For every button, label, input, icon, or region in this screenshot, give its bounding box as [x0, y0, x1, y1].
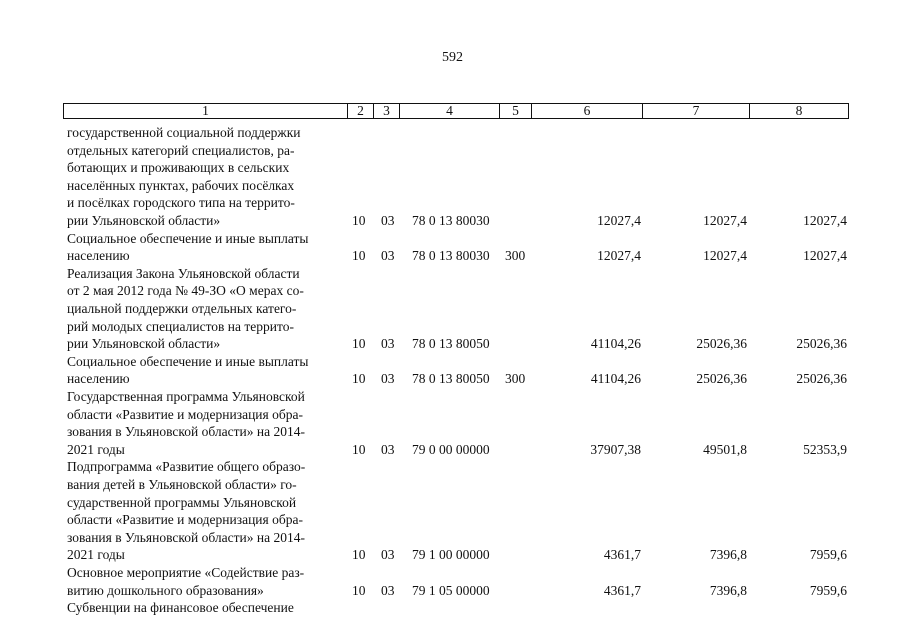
row-description-line: 2021 годы — [67, 441, 125, 457]
row-description — [67, 458, 337, 564]
row-description-line: Реализация Закона Ульяновской области — [67, 265, 300, 281]
row-description-line: населённых пунктах, рабочих посёлках — [67, 177, 295, 193]
section-code: 10 — [352, 441, 366, 457]
target-article-code: 78 0 13 80030 — [412, 213, 490, 228]
row-description — [67, 230, 337, 265]
amount-col7: 12027,4 — [703, 213, 747, 228]
target-article-code: 78 0 13 80050 — [412, 371, 490, 387]
row-description-line: отдельных категорий специалистов, ра- — [67, 142, 295, 158]
column-header-1: 1 — [64, 104, 348, 119]
amount-col6: 12027,4 — [597, 248, 641, 264]
row-description-line: Социальное обеспечение и иные выплаты — [67, 230, 309, 246]
amount-col7: 49501,8 — [703, 441, 747, 457]
amount-col8: 52353,9 — [803, 441, 847, 457]
row-description-line: сударственной программы Ульяновской — [67, 494, 297, 510]
amount-col7: 7396,8 — [709, 582, 747, 598]
row-description-line: государственной социальной поддержки — [67, 125, 301, 141]
amount-col6: 12027,4 — [597, 213, 641, 228]
row-description-line: Основное мероприятие «Содействие раз- — [67, 564, 305, 580]
amount-col8: 12027,4 — [803, 248, 847, 264]
row-description — [67, 124, 337, 230]
amount-col7: 7396,8 — [709, 547, 747, 563]
amount-col8: 12027,4 — [803, 213, 847, 228]
section-code: 10 — [352, 582, 366, 598]
column-header-5: 5 — [500, 104, 532, 119]
table-row — [0, 230, 905, 265]
row-description-line: витию дошкольного образования» — [67, 582, 264, 598]
column-header-3: 3 — [374, 104, 400, 119]
target-article-code: 79 1 00 00000 — [412, 547, 490, 563]
row-description-line: зования в Ульяновской области» на 2014- — [67, 424, 305, 440]
row-description-line: рии Ульяновской области» — [67, 213, 221, 228]
section-code: 10 — [352, 547, 366, 563]
section-code: 10 — [352, 213, 366, 228]
amount-col8: 7959,6 — [809, 547, 847, 563]
row-description-line: Подпрограмма «Развитие общего образо- — [67, 459, 306, 475]
column-header-4: 4 — [400, 104, 500, 119]
column-header-7: 7 — [643, 104, 750, 119]
row-description-line: вания детей в Ульяновской области» го- — [67, 476, 297, 492]
table-row — [0, 388, 905, 458]
subsection-code: 03 — [381, 213, 395, 228]
amount-col6: 41104,26 — [590, 371, 641, 387]
column-header-table — [63, 103, 849, 119]
row-description-line: рий молодых специалистов на террито- — [67, 318, 294, 334]
row-description-line: циальной поддержки отдельных катего- — [67, 301, 297, 316]
subsection-code: 03 — [381, 371, 395, 387]
table-row — [0, 124, 905, 230]
amount-col6: 4361,7 — [603, 582, 641, 598]
row-description-line: 2021 годы — [67, 547, 125, 563]
amount-col6: 37907,38 — [590, 441, 641, 457]
column-header-row — [64, 104, 849, 119]
subsection-code: 03 — [381, 441, 395, 457]
budget-table-body — [0, 124, 905, 617]
section-code: 10 — [352, 371, 366, 387]
row-description-line: от 2 мая 2012 года № 49-ЗО «О мерах со- — [67, 283, 304, 299]
row-description-line: Государственная программа Ульяновской — [67, 388, 305, 404]
row-description-line: населению — [67, 248, 130, 264]
row-description — [67, 599, 337, 617]
amount-col7: 25026,36 — [696, 336, 747, 352]
row-description — [67, 265, 337, 353]
amount-col6: 4361,7 — [603, 547, 641, 563]
target-article-code: 78 0 13 80030 — [412, 248, 490, 264]
row-description — [67, 353, 337, 388]
target-article-code: 78 0 13 80050 — [412, 336, 490, 352]
expense-type-code: 300 — [505, 371, 526, 387]
subsection-code: 03 — [381, 336, 395, 352]
page-number: 592 — [442, 50, 463, 65]
table-row — [0, 353, 905, 388]
target-article-code: 79 1 05 00000 — [412, 582, 490, 598]
table-row — [0, 599, 905, 617]
column-header-8: 8 — [750, 104, 849, 119]
subsection-code: 03 — [381, 582, 395, 598]
row-description-line: Социальное обеспечение и иные выплаты — [67, 353, 309, 369]
row-description-line: рии Ульяновской области» — [67, 336, 221, 352]
amount-col7: 25026,36 — [696, 371, 747, 387]
amount-col8: 25026,36 — [796, 336, 847, 352]
section-code: 10 — [352, 248, 366, 264]
row-description — [67, 388, 337, 458]
subsection-code: 03 — [381, 547, 395, 563]
row-description-line: и посёлках городского типа на террито- — [67, 195, 295, 211]
subsection-code: 03 — [381, 248, 395, 264]
amount-col7: 12027,4 — [703, 248, 747, 264]
table-row — [0, 265, 905, 353]
row-description-line: области «Развитие и модернизация обра- — [67, 406, 303, 422]
row-description-line: ботающих и проживающих в сельских — [67, 160, 290, 176]
section-code: 10 — [352, 336, 366, 352]
amount-col8: 7959,6 — [809, 582, 847, 598]
amount-col6: 41104,26 — [590, 336, 641, 352]
row-description — [67, 564, 337, 599]
table-row — [0, 458, 905, 564]
amount-col8: 25026,36 — [796, 371, 847, 387]
row-description-line: области «Развитие и модернизация обра- — [67, 512, 303, 528]
table-row — [0, 564, 905, 599]
expense-type-code: 300 — [505, 248, 526, 264]
column-header-6: 6 — [532, 104, 643, 119]
row-description-line: Субвенции на финансовое обеспечение — [67, 600, 294, 616]
target-article-code: 79 0 00 00000 — [412, 441, 490, 457]
row-description-line: зования в Ульяновской области» на 2014- — [67, 529, 305, 545]
column-header-2: 2 — [348, 104, 374, 119]
row-description-line: населению — [67, 371, 130, 387]
